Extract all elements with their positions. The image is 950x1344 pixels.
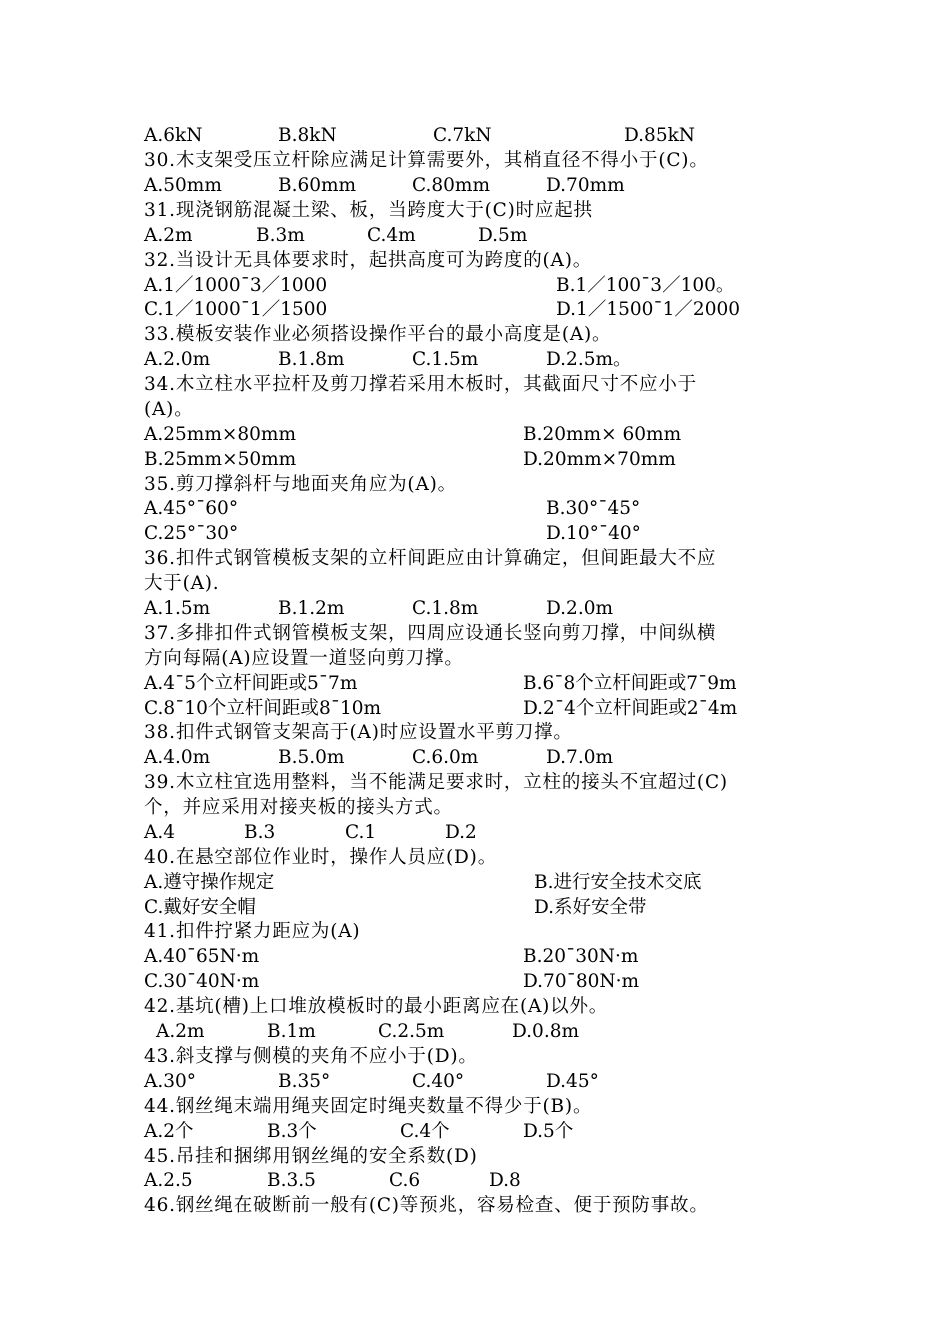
option-a: A.2.0m	[144, 349, 211, 370]
option-row	[0, 1020, 950, 1044]
option-c: C.戴好安全帽	[144, 897, 256, 918]
option-row	[0, 1169, 950, 1193]
option-row	[0, 672, 950, 696]
option-d: D.85kN	[624, 125, 695, 146]
option-c: C.6.0m	[412, 747, 479, 768]
option-a: A.45°¯60°	[144, 498, 239, 519]
option-b: B.3m	[256, 225, 305, 246]
option-row	[0, 348, 950, 372]
option-d: D.20mm×70mm	[523, 449, 676, 470]
option-a: A.25mm×80mm	[144, 424, 296, 445]
option-row	[0, 970, 950, 994]
option-a: A.6kN	[144, 125, 203, 146]
option-a: A.1.5m	[144, 598, 211, 619]
option-b: B.20mm× 60mm	[523, 424, 682, 445]
option-c: C.1.8m	[412, 598, 479, 619]
option-row	[0, 174, 950, 198]
option-c: C.7kN	[433, 125, 492, 146]
option-b: B.20¯30N·m	[523, 946, 639, 967]
question-stem: 32.当设计无具体要求时，起拱高度可为跨度的(A)。	[144, 250, 593, 271]
option-row	[0, 497, 950, 521]
question-stem: 45.吊挂和捆绑用钢丝绳的安全系数(D)	[144, 1146, 478, 1167]
question-stem: 31.现浇钢筋混凝土梁、板，当跨度大于(C)时应起拱	[144, 200, 593, 221]
option-b: B.30°¯45°	[546, 498, 641, 519]
option-row	[0, 746, 950, 770]
option-row	[0, 597, 950, 621]
option-d: D.10°¯40°	[546, 523, 641, 544]
option-row	[0, 448, 950, 472]
question-stem: 44.钢丝绳末端用绳夹固定时绳夹数量不得少于(B)。	[144, 1096, 593, 1117]
option-a: A.2个	[144, 1121, 194, 1142]
option-a: A.4¯5个立杆间距或5¯7m	[144, 673, 358, 694]
question-stem: 35.剪刀撑斜杆与地面夹角应为(A)。	[144, 474, 457, 495]
option-row	[0, 871, 950, 895]
option-b: B.1m	[267, 1021, 316, 1042]
option-a: A.4.0m	[144, 747, 211, 768]
question-stem: 46.钢丝绳在破断前一般有(C)等预兆，容易检查、便于预防事故。	[144, 1195, 709, 1216]
option-b: B.35°	[278, 1071, 331, 1092]
option-d: D.系好安全带	[534, 897, 647, 918]
option-d: D.7.0m	[546, 747, 614, 768]
option-b: B.5.0m	[278, 747, 345, 768]
option-c: C.1	[345, 822, 377, 843]
option-c: C.1／1000¯1／1500	[144, 299, 328, 320]
option-a: A.2m	[156, 1021, 205, 1042]
question-stem: 43.斜支撑与侧模的夹角不应小于(D)。	[144, 1046, 478, 1067]
option-a: A.30°	[144, 1071, 197, 1092]
option-c: C.1.5m	[412, 349, 479, 370]
question-stem: 37.多排扣件式钢管模板支架，四周应设通长竖向剪刀撑，中间纵横	[144, 623, 717, 644]
question-stem: 30.木支架受压立杆除应满足计算需要外，其梢直径不得小于(C)。	[144, 150, 709, 171]
option-a: A.遵守操作规定	[144, 872, 275, 893]
option-a: A.2m	[144, 225, 193, 246]
option-row	[0, 298, 950, 322]
option-d: D.5m	[478, 225, 528, 246]
option-b: B.1.8m	[278, 349, 345, 370]
option-row	[0, 224, 950, 248]
option-b: B.8kN	[278, 125, 337, 146]
option-c: C.80mm	[412, 175, 491, 196]
option-c: C.40°	[412, 1071, 465, 1092]
option-row	[0, 274, 950, 298]
option-c: C.4个	[400, 1121, 450, 1142]
question-stem-continued: (A)。	[144, 399, 194, 420]
option-d: D.1／1500¯1／2000	[556, 299, 741, 320]
option-b: B.3	[244, 822, 276, 843]
option-row	[0, 124, 950, 148]
option-b: B.1／100¯3／100。	[556, 275, 735, 296]
question-stem: 33.模板安装作业必须搭设操作平台的最小高度是(A)。	[144, 324, 612, 345]
option-a: A.40¯65N·m	[144, 946, 260, 967]
question-stem: 41.扣件拧紧力距应为(A)	[144, 921, 361, 942]
option-c: C.8¯10个立杆间距或8¯10m	[144, 698, 382, 719]
question-stem: 42.基坑(槽)上口堆放模板时的最小距离应在(A)以外。	[144, 996, 609, 1017]
option-row	[0, 1070, 950, 1094]
option-c: C.6	[389, 1170, 421, 1191]
option-d: D.2.0m	[546, 598, 614, 619]
option-d: D.5个	[523, 1121, 574, 1142]
option-c: C.25°¯30°	[144, 523, 239, 544]
option-d: D.8	[489, 1170, 521, 1191]
option-row	[0, 896, 950, 920]
option-b-second: B.25mm×50mm	[144, 449, 297, 470]
option-row	[0, 522, 950, 546]
option-d: D.2	[445, 822, 477, 843]
option-a: A.1／1000¯3／1000	[144, 275, 328, 296]
option-d: D.45°	[546, 1071, 599, 1092]
option-d: D.70mm	[546, 175, 625, 196]
option-b: B.6¯8个立杆间距或7¯9m	[523, 673, 737, 694]
option-d: D.2.5m。	[546, 349, 632, 370]
question-stem: 40.在悬空部位作业时，操作人员应(D)。	[144, 847, 497, 868]
question-stem: 39.木立柱宜选用整料，当不能满足要求时，立柱的接头不宜超过(C)	[144, 772, 728, 793]
option-row	[0, 423, 950, 447]
option-b: B.60mm	[278, 175, 357, 196]
option-a: A.2.5	[144, 1170, 193, 1191]
option-b: B.进行安全技术交底	[534, 872, 702, 893]
option-d: D.2¯4个立杆间距或2¯4m	[523, 698, 738, 719]
option-row	[0, 1120, 950, 1144]
option-b: B.3.5	[267, 1170, 316, 1191]
question-stem: 36.扣件式钢管模板支架的立杆间距应由计算确定，但间距最大不应	[144, 548, 717, 569]
option-c: C.30¯40N·m	[144, 971, 260, 992]
option-b: B.1.2m	[278, 598, 345, 619]
question-stem: 34.木立柱水平拉杆及剪刀撑若采用木板时，其截面尺寸不应小于	[144, 374, 697, 395]
option-a: A.50mm	[144, 175, 222, 196]
option-row	[0, 945, 950, 969]
option-b: B.3个	[267, 1121, 317, 1142]
option-c: C.4m	[367, 225, 416, 246]
question-stem-continued: 个，并应采用对接夹板的接头方式。	[144, 797, 453, 818]
option-row	[0, 697, 950, 721]
question-stem-continued: 大于(A).	[144, 573, 220, 594]
option-d: D.0.8m	[512, 1021, 580, 1042]
option-a: A.4	[144, 822, 176, 843]
option-row	[0, 821, 950, 845]
question-stem: 38.扣件式钢管支架高于(A)时应设置水平剪刀撑。	[144, 722, 573, 743]
option-d: D.70¯80N·m	[523, 971, 639, 992]
option-c: C.2.5m	[378, 1021, 445, 1042]
question-stem-continued: 方向每隔(A)应设置一道竖向剪刀撑。	[144, 648, 464, 669]
